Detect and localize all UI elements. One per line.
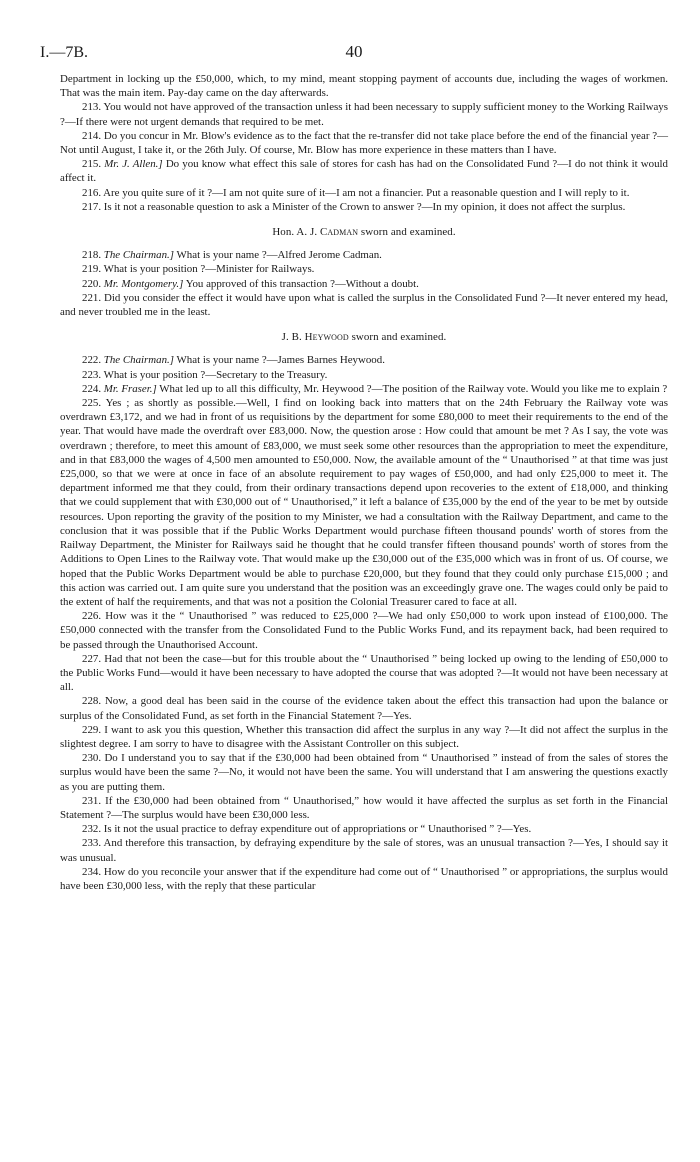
question-number: 222. xyxy=(82,354,102,367)
document-body xyxy=(60,72,668,893)
question-number: 220. xyxy=(82,277,102,290)
evidence-paragraph xyxy=(60,353,668,367)
evidence-paragraph xyxy=(60,723,668,751)
paragraph-text: You approved of this transaction ?—Without a doubt. xyxy=(185,277,419,290)
evidence-paragraph xyxy=(60,652,668,695)
evidence-paragraph xyxy=(60,186,668,200)
paragraph-text: 232. Is it not the usual practice to defray expenditure out of appropriations or “ Unauthorised ” ?—Yes. xyxy=(82,823,532,836)
speaker-name: Mr. J. Allen.] xyxy=(104,158,163,171)
evidence-paragraph xyxy=(60,72,668,100)
paragraph-text: 219. What is your position ?—Minister for Railways. xyxy=(82,263,315,276)
question-number: 224. xyxy=(82,382,102,395)
witness-heading xyxy=(60,330,668,344)
paragraph-text: 213. You would not have approved of the transaction unless it had been necessary to supply sufficient money to the Working Railways ?—If there were not urgent demands that required to be met. xyxy=(60,101,668,128)
paragraph-text: Department in locking up the £50,000, which, to my mind, meant stopping payment of accounts due, including the wages of workmen. That was the main item. Pay-day came on the day afterwards. xyxy=(60,73,668,100)
witness-name: Heywood xyxy=(304,331,349,344)
paragraph-text: Do you know what effect this sale of stores for cash has had on the Consolidated Fund ?—I do not think it would affect it. xyxy=(60,158,668,185)
evidence-paragraph xyxy=(60,822,668,836)
paragraph-text: 223. What is your position ?—Secretary to the Treasury. xyxy=(82,368,328,381)
evidence-paragraph xyxy=(60,865,668,893)
speaker-name: The Chairman.] xyxy=(103,354,174,367)
evidence-paragraph xyxy=(60,368,668,382)
paragraph-text: 217. Is it not a reasonable question to ask a Minister of the Crown to answer ?—In my opinion, it does not affect the surplus. xyxy=(82,200,626,213)
evidence-paragraph xyxy=(60,200,668,214)
paragraph-text: 214. Do you concur in Mr. Blow's evidence as to the fact that the re-transfer did not take place before the end of the financial year ?—Not until August, I take it, or the 26th July. Of course, Mr. Blow has more experience in these matters than I have. xyxy=(60,129,668,157)
witness-name: Cadman xyxy=(320,226,359,239)
paragraph-text: 231. If the £30,000 had been obtained from “ Unauthorised,” how would it have affected the surplus as set forth in the Financial Statement ?—The surplus would have been £30,000 less. xyxy=(60,794,668,821)
heading-suffix: sworn and examined. xyxy=(348,331,447,344)
paragraph-text: 234. How do you reconcile your answer that if the expenditure had come out of “ Unauthorised ” or appropriations, the surplus would have been £30,000 less, with the reply that these particular xyxy=(60,865,668,892)
evidence-paragraph xyxy=(60,794,668,822)
evidence-paragraph xyxy=(60,609,668,652)
paragraph-text: 229. I want to ask you this question, Whether this transaction did affect the surplus in any way ?—It did not affect the surplus in the slightest degree. I am sorry to have to disagree with the Assistant Controller on this subject. xyxy=(60,723,668,750)
page-header xyxy=(40,44,668,66)
paragraph-text: 227. Had that not been the case—but for this trouble about the “ Unauthorised ” being locked up owing to the lending of £50,000 to the Public Works Fund—would it have been necessary to have adopted the course that was adopted ?—It would not have been necessary at all. xyxy=(60,652,668,694)
paragraph-text: What is your name ?—James Barnes Heywood. xyxy=(176,354,385,367)
question-number: 218. xyxy=(82,249,102,262)
paragraph-text: What led up to all this difficulty, Mr. Heywood ?—The position of the Railway vote. Would you like me to explain ? xyxy=(159,382,668,395)
evidence-paragraph xyxy=(60,262,668,276)
question-number: 215. xyxy=(82,158,102,171)
evidence-paragraph xyxy=(60,291,668,319)
paragraph-text: What is your name ?—Alfred Jerome Cadman. xyxy=(176,249,382,262)
evidence-paragraph xyxy=(60,382,668,396)
heading-prefix: Hon. A. J. xyxy=(272,226,321,239)
paragraph-text: 216. Are you quite sure of it ?—I am not quite sure of it—I am not a financier. Put a reasonable question and I will reply to it. xyxy=(82,186,630,199)
evidence-paragraph xyxy=(60,277,668,291)
paragraph-text: 226. How was it the “ Unauthorised ” was reduced to £25,000 ?—We had only £50,000 to work upon instead of £100,000. The £50,000 connected with the transfer from the Consolidated Fund to the Public Works Fund, and its repayment back, had been required to be passed through the Unauthorised Account. xyxy=(60,610,668,651)
speaker-name: Mr. Fraser.] xyxy=(103,382,157,395)
paragraph-text: 225. Yes ; as shortly as possible.—Well, I find on looking back into matters that on the 24th February the Railway vote was overdrawn £3,172, and we had in front of us requisitions by the department for some £80,000 to meet their requirements to the end of the year. That would have made the overdraft over £83,000. Now, the question arose : How could that amount be met ? As I say, the vote was overdrawn ; therefore, to meet this amount of £83,000, we must seek some other resources than the appropriation to meet the expenditure, and in that £83,000 the wages of 4,500 men amounted to £50,000. Now, the available amount of the “ Unauthorised ” at that time was just £25,000, so that we were at once in face of an absolute requirement to pay wages of £50,000, and had only £25,000 to meet it. The department informed me that they could, from their ordinary transactions depend upon recoveries to the extent of £18,000, and thinking that we could supplement that with £30,000 out of “ Unauthorised,” it left a balance of £35,000 by the end of the year to be met by outside resources. Upon reporting the gravity of the position to my Minister, we had a consultation with the Railway Department, and came to the conclusion that it was possible that if the Public Works Department would purchase fifteen thousand pounds' worth of stores from the Railway Department, the Minister for Railways said he thought that he could transfer fifteen thousand pounds' worth of stores from the Additions to Open Lines to the Railway vote. That would make up the £30,000 out of the £35,000 which was in front of us. Of course, we hoped that the Public Works Department would be able to purchase £20,000, but they found that they could only purchase £15,000 ; and this action was carried out. I am quite sure you understand that the position was an exceedingly grave one. The wages could only be paid to the extent of half the requirements, and that was not a position the Colonial Treasurer cared to face at all. xyxy=(60,397,668,608)
heading-suffix: sworn and examined. xyxy=(358,226,456,239)
evidence-paragraph xyxy=(60,248,668,262)
evidence-paragraph xyxy=(60,157,668,185)
speaker-name: Mr. Montgomery.] xyxy=(103,277,184,290)
evidence-paragraph xyxy=(60,100,668,128)
document-reference: I.—7B. xyxy=(40,44,88,61)
paragraph-text: 228. Now, a good deal has been said in the course of the evidence taken about the effect this transaction had upon the balance or surplus of the Consolidated Fund, as set forth in the Financial Statement ?—Yes. xyxy=(60,695,668,722)
paragraph-text: 233. And therefore this transaction, by defraying expenditure by the sale of stores, was an unusual transaction ?—Yes, I should say it was unusual. xyxy=(60,837,668,864)
speaker-name: The Chairman.] xyxy=(103,249,174,262)
evidence-paragraph xyxy=(60,694,668,722)
evidence-paragraph xyxy=(60,396,668,609)
witness-heading xyxy=(60,225,668,239)
heading-prefix: J. B. xyxy=(281,331,305,344)
page-number: 40 xyxy=(345,42,363,61)
evidence-paragraph xyxy=(60,751,668,794)
evidence-paragraph xyxy=(60,836,668,864)
evidence-paragraph xyxy=(60,129,668,157)
paragraph-text: 230. Do I understand you to say that if the £30,000 had been obtained from “ Unauthorised ” instead of from the sales of stores the surplus would have been the same ?—No, it would not have been the same. You will understand that I am answering the questions exactly as you are putting them. xyxy=(60,752,668,793)
paragraph-text: 221. Did you consider the effect it would have upon what is called the surplus in the Consolidated Fund ?—It never entered my head, and never troubled me in the least. xyxy=(60,291,668,319)
